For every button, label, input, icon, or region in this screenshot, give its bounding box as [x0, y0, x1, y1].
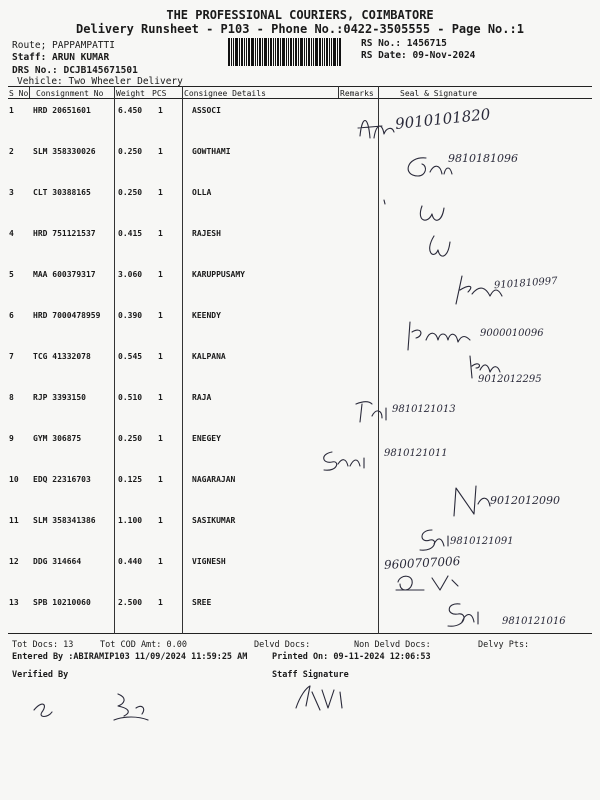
row-pcs: 1	[158, 270, 163, 279]
col-header-weight: Weight	[116, 89, 145, 98]
handwritten-phone-2: 9810181096	[448, 152, 518, 165]
drs-label: DRS No.: DCJB145671501	[12, 65, 138, 76]
row-pcs: 1	[158, 352, 163, 361]
barcode-bar	[333, 38, 336, 66]
row-weight: 1.100	[118, 516, 143, 525]
delivered-docs: Delvd Docs:	[254, 640, 311, 650]
company-title: THE PROFESSIONAL COURIERS, COIMBATORE	[166, 8, 434, 22]
row-consignee: ENEGEY	[192, 434, 221, 443]
row-consignee: RAJA	[192, 393, 212, 402]
barcode-bar	[298, 38, 299, 66]
handwritten-phone-6: 9000010096	[480, 328, 544, 339]
delivery-points: Delvy Pts:	[478, 640, 530, 650]
row-consignee: ASSOCI	[192, 106, 221, 115]
row-weight: 0.510	[118, 393, 143, 402]
row-consignee: VIGNESH	[192, 557, 226, 566]
table-row	[8, 182, 592, 222]
barcode-bar	[329, 38, 330, 66]
row-consignment-no: SPB 10210060	[33, 598, 91, 607]
row-pcs: 1	[158, 434, 163, 443]
barcode-bar	[233, 38, 234, 66]
rs-date: RS Date: 09-Nov-2024	[361, 50, 476, 61]
row-pcs: 1	[158, 393, 163, 402]
row-pcs: 1	[158, 598, 163, 607]
signature-row-11	[414, 524, 454, 554]
row-sno: 9	[9, 434, 14, 443]
row-consignee: SASIKUMAR	[192, 516, 236, 525]
barcode-bar	[313, 38, 314, 66]
row-sno: 5	[9, 270, 14, 279]
row-consignment-no: GYM 306875	[33, 434, 82, 443]
row-weight: 0.415	[118, 229, 143, 238]
row-weight: 2.500	[118, 598, 143, 607]
barcode-image	[228, 38, 355, 66]
handwritten-phone-9: 9810121011	[384, 448, 448, 459]
row-consignee: RAJESH	[192, 229, 221, 238]
handwritten-phone-5: 9101810997	[493, 275, 558, 292]
barcode-bar	[273, 38, 274, 66]
barcode-bar	[339, 38, 341, 66]
col-divider	[338, 86, 339, 98]
table-header-rule	[8, 98, 592, 99]
col-header-remarks: Remarks	[340, 89, 374, 98]
barcode-bar	[326, 38, 328, 66]
row-sno: 1	[9, 106, 14, 115]
row-pcs: 1	[158, 516, 163, 525]
row-pcs: 1	[158, 147, 163, 156]
entered-by: Entered By :ABIRAMIP103 11/09/2024 11:59:25 AM	[12, 652, 248, 662]
row-pcs: 1	[158, 475, 163, 484]
row-sno: 11	[9, 516, 19, 525]
signature-row-13	[440, 598, 490, 632]
total-docs: Tot Docs: 13	[12, 640, 74, 650]
signature-row-2	[396, 152, 456, 182]
barcode-bar	[308, 38, 310, 66]
row-weight: 0.440	[118, 557, 143, 566]
signature-row-4	[420, 230, 460, 262]
staff-signature	[290, 682, 370, 716]
row-consignment-no: HRD 20651601	[33, 106, 91, 115]
barcode-bar	[277, 38, 279, 66]
barcode-bar	[251, 38, 254, 66]
row-sno: 8	[9, 393, 14, 402]
barcode-bar	[255, 38, 256, 66]
rs-number: RS No.: 1456715	[361, 38, 447, 49]
row-weight: 0.250	[118, 434, 143, 443]
row-consignee: KEENDY	[192, 311, 221, 320]
row-consignee: KALPANA	[192, 352, 226, 361]
row-weight: 0.125	[118, 475, 143, 484]
signature-row-9	[318, 446, 388, 474]
handwritten-phone-8: 9810121013	[392, 404, 456, 415]
signature-row-12	[392, 568, 472, 596]
row-consignment-no: RJP 3393150	[33, 393, 86, 402]
barcode-bar	[300, 38, 303, 66]
row-weight: 0.545	[118, 352, 143, 361]
barcode-bar	[319, 38, 321, 66]
barcode-bar	[275, 38, 276, 66]
row-weight: 0.390	[118, 311, 143, 320]
row-consignment-no: TCG 41332078	[33, 352, 91, 361]
col-header-seal: Seal & Signature	[400, 89, 478, 98]
row-consignment-no: SLM 358330026	[33, 147, 96, 156]
barcode-bar	[286, 38, 287, 66]
row-consignee: KARUPPUSAMY	[192, 270, 245, 279]
barcode-bar	[257, 38, 258, 66]
barcode-bar	[282, 38, 285, 66]
handwritten-phone-12: 9600707006	[383, 554, 461, 572]
handwritten-phone-1: 9010101820	[394, 105, 492, 133]
barcode-bar	[290, 38, 292, 66]
barcode-bar	[228, 38, 230, 66]
barcode-bar	[246, 38, 247, 66]
row-consignment-no: DDG 314664	[33, 557, 82, 566]
row-pcs: 1	[158, 311, 163, 320]
row-sno: 4	[9, 229, 14, 238]
handwritten-phone-10: 9012012090	[490, 494, 560, 507]
handwritten-phone-13: 9810121016	[502, 616, 566, 627]
vehicle-label: Vehicle: Two Wheeler Delivery	[17, 76, 183, 87]
col-header-consignment: Consignment No	[36, 89, 104, 98]
row-consignee: OLLA	[192, 188, 212, 197]
route-label: Route; PAPPAMPATTI	[12, 40, 115, 51]
col-header-consignee: Consignee Details	[184, 89, 266, 98]
row-sno: 2	[9, 147, 14, 156]
barcode-bar	[241, 38, 243, 66]
row-weight: 0.250	[118, 188, 143, 197]
verified-signature	[28, 690, 168, 726]
barcode-bar	[244, 38, 245, 66]
barcode-bar	[288, 38, 289, 66]
col-header-sno: S No	[9, 89, 29, 98]
barcode-bar	[262, 38, 263, 66]
table-row	[8, 551, 592, 591]
row-consignment-no: HRD 751121537	[33, 229, 96, 238]
barcode-bar	[315, 38, 318, 66]
row-weight: 6.450	[118, 106, 143, 115]
barcode-bar	[331, 38, 332, 66]
barcode-bar	[235, 38, 238, 66]
row-sno: 12	[9, 557, 19, 566]
staff-signature-label: Staff Signature	[272, 670, 349, 680]
barcode-bar	[306, 38, 307, 66]
table-top-rule	[8, 86, 592, 87]
signature-row-3	[380, 194, 460, 230]
barcode-bar	[322, 38, 323, 66]
barcode-bar	[268, 38, 269, 66]
row-consignee: NAGARAJAN	[192, 475, 236, 484]
row-consignment-no: HRD 7000478959	[33, 311, 101, 320]
barcode-bar	[264, 38, 267, 66]
barcode-bar	[304, 38, 305, 66]
row-weight: 0.250	[118, 147, 143, 156]
verified-by-label: Verified By	[12, 670, 69, 680]
row-weight: 3.060	[118, 270, 143, 279]
barcode-bar	[293, 38, 294, 66]
runsheet-subtitle: Delivery Runsheet - P103 - Phone No.:0422-3505555 - Page No.:1	[76, 22, 524, 36]
row-consignment-no: MAA 600379317	[33, 270, 96, 279]
total-cod-amount: Tot COD Amt: 0.00	[100, 640, 187, 650]
barcode-bar	[311, 38, 312, 66]
col-divider	[29, 86, 30, 98]
row-sno: 3	[9, 188, 14, 197]
row-consignment-no: CLT 30388165	[33, 188, 91, 197]
row-pcs: 1	[158, 106, 163, 115]
row-consignee: GOWTHAMI	[192, 147, 231, 156]
handwritten-phone-11: 9810121091	[450, 536, 514, 547]
staff-label: Staff: ARUN KUMAR	[12, 52, 110, 63]
row-pcs: 1	[158, 229, 163, 238]
handwritten-phone-7: 9012012295	[478, 374, 542, 385]
table-row	[8, 223, 592, 263]
table-row	[8, 428, 592, 468]
barcode-bar	[239, 38, 240, 66]
row-sno: 10	[9, 475, 19, 484]
row-sno: 13	[9, 598, 19, 607]
barcode-bar	[295, 38, 297, 66]
row-consignment-no: SLM 358341386	[33, 516, 96, 525]
non-delivered-docs: Non Delvd Docs:	[354, 640, 431, 650]
barcode-bar	[231, 38, 232, 66]
table-bottom-rule	[8, 633, 592, 634]
row-sno: 6	[9, 311, 14, 320]
row-pcs: 1	[158, 557, 163, 566]
row-consignment-no: EDQ 22316703	[33, 475, 91, 484]
row-consignee: SREE	[192, 598, 212, 607]
barcode-bar	[324, 38, 325, 66]
barcode-bar	[280, 38, 281, 66]
table-row	[8, 305, 592, 345]
printed-on: Printed On: 09-11-2024 12:06:53	[272, 652, 431, 662]
barcode-bar	[248, 38, 250, 66]
table-row	[8, 387, 592, 427]
barcode-bar	[337, 38, 338, 66]
row-pcs: 1	[158, 188, 163, 197]
row-sno: 7	[9, 352, 14, 361]
barcode-bar	[259, 38, 261, 66]
barcode-bar	[270, 38, 272, 66]
col-header-pcs: PCS	[152, 89, 167, 98]
